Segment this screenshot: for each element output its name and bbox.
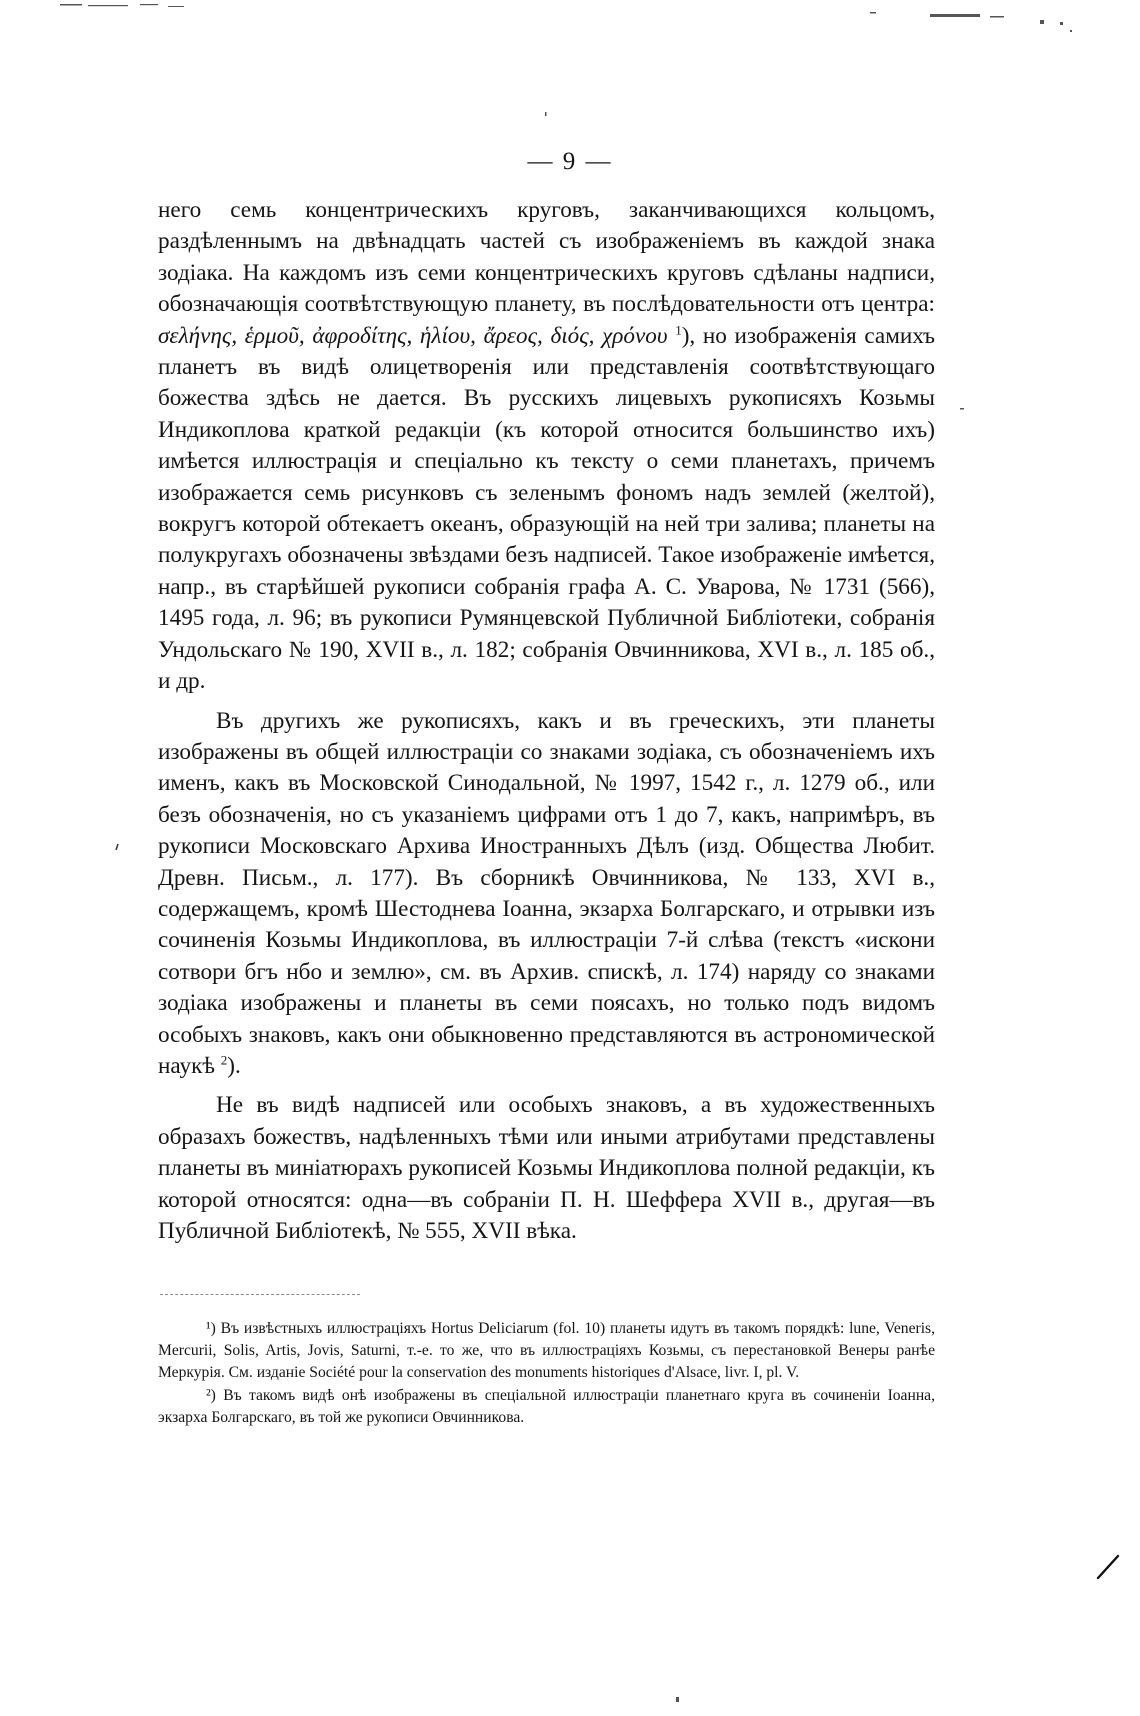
paragraph-2-text-end: ). xyxy=(227,1052,241,1079)
paragraph-1-text-start: него семь концентрическихъ круговъ, заканчивающихся кольцомъ, раздѣленнымъ на двѣнадцать частей съ изображеніемъ въ каждой знака зодіака. На каждомъ изъ семи концентрическихъ круговъ сдѣланы надписи, обозначающія соотвѣтствующую планету, въ послѣдовательности отъ центра: xyxy=(158,197,935,318)
page-number: — 9 — xyxy=(527,148,613,175)
paragraph-3 xyxy=(158,1090,935,1247)
paragraph-1 xyxy=(158,195,935,698)
footnote-ref-1: 1 xyxy=(675,321,682,337)
body-text xyxy=(158,195,935,1247)
paragraph-3-text: Не въ видѣ надписей или особыхъ знаковъ, а въ художественныхъ образахъ божествъ, надѣленныхъ тѣми или иными атрибутами представлены планеты въ миніатюрахъ рукописей Козьмы Индикоплова полной редакціи, къ которой относятся: одна—въ собраніи П. Н. Шеффера XVII в., другая—въ Публичной Библіотекѣ, № 555, XVII вѣка. xyxy=(158,1092,935,1244)
footnote-1-text: Въ извѣстныхъ иллюстраціяхъ Hortus Deliciarum (fol. 10) планеты идутъ въ такомъ порядкѣ: lune, Veneris, Mercurii, Solis, Artis, Jovis, Saturni, т.-е. то же, что въ иллюстраціяхъ Козьмы, съ перестановкой Венеры ранѣе Меркурія. См. изданіе Société pour la conservation des monuments historiques d'Alsace, livr. I, pl. V. xyxy=(158,1320,935,1381)
paragraph-1-text-end: ), но изображенія самихъ планетъ въ видѣ олицетворенія или представленія соотвѣтствующаго божества здѣсь не дается. Въ русскихъ лицевыхъ рукописяхъ Козьмы Индикоплова краткой редакціи (къ которой относится большинство ихъ) имѣется иллюстрація и спеціально къ тексту о семи планетахъ, причемъ изображается семь рисунковъ съ зеленымъ фономъ надъ землей (желтой), вокругъ которой обтекаетъ океанъ, образующій на ней три залива; планеты на полукругахъ обозначены звѣздами безъ надписей. Такое изображеніе имѣется, напр., въ старѣйшей рукописи собранія графа А. С. Уварова, № 1731 (566), 1495 года, л. 96; въ рукописи Румянцевской Публичной Библіотеки, собранія Ундольскаго № 190, XVII в., л. 182; собранія Овчинникова, XVI в., л. 185 об., и др. xyxy=(158,322,935,695)
footnote-2 xyxy=(158,1385,935,1429)
footnote-2-mark: ²) xyxy=(206,1387,216,1405)
footnote-1 xyxy=(158,1318,935,1383)
footnote-1-mark: ¹) xyxy=(206,1320,216,1337)
greek-planet-names: σελήνης, ἑρμοῦ, ἀφροδίτης, ἡλίου, ἄρεος, διός, χρόνου xyxy=(158,322,668,349)
footnote-2-text: Въ такомъ видѣ онѣ изображены въ спеціальной иллюстраціи планетнаго круга въ сочиненіи Іоанна, экзарха Болгарскаго, въ той же рукописи Овчинникова. xyxy=(158,1387,935,1427)
footnote-separator xyxy=(160,1294,360,1295)
footnotes xyxy=(158,1318,935,1429)
footnote-ref-2: 2 xyxy=(220,1052,228,1068)
paragraph-2 xyxy=(158,706,935,1083)
paragraph-2-text: Въ другихъ же рукописяхъ, какъ и въ греческихъ, эти планеты изображены въ общей иллюстраціи со знаками зодіака, съ обозначеніемъ ихъ именъ, какъ въ Московской Синодальной, № 1997, 1542 г., л. 1279 об., или безъ обозначенія, но съ указаніемъ цифрами отъ 1 до 7, какъ, напримѣръ, въ рукописи Московскаго Архива Иностранныхъ Дѣлъ (изд. Общества Любит. Древн. Письм., л. 177). Въ сборникѣ Овчинникова, № 133, XVI в., содержащемъ, кромѣ Шестоднева Іоанна, экзарха Болгарскаго, и отрывки изъ сочиненія Козьмы Индикоплова, въ иллюстраціи 7-й слѣва (текстъ «искони сотвори бгъ нбо и землю», см. въ Архив. спискѣ, л. 174) наряду со знаками зодіака изображены и планеты въ семи поясахъ, но только подъ видомъ особыхъ знаковъ, какъ они обыкновенно представляются въ астрономической наукѣ xyxy=(158,707,935,1079)
